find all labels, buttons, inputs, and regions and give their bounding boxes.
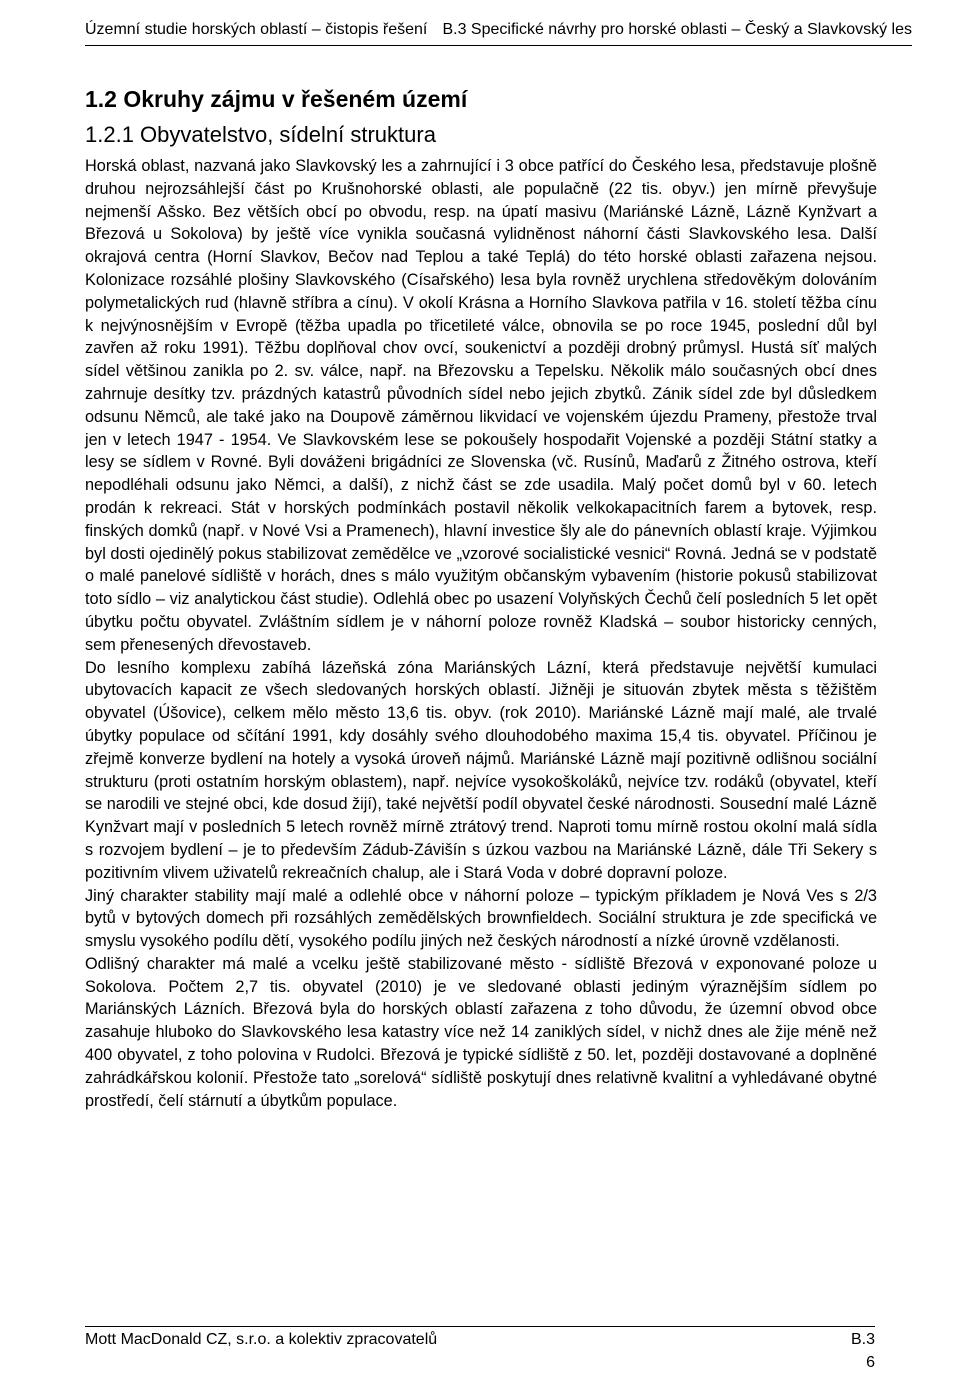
page-footer	[85, 1326, 875, 1373]
page-header	[85, 20, 912, 46]
paragraph-3: Jiný charakter stability mají malé a odlehlé obce v náhorní poloze – typickým příkladem je Nová Ves s 2/3 bytů v bytových domech při rozsáhlých zemědělských brownfieldech. Sociální struktura je zde specifická ve smyslu vysokého podílu dětí, vysokého podílu jiných než českých národností a nízké úrovně vzdělanosti.	[85, 886, 877, 951]
page-number: 6	[866, 1354, 875, 1371]
section-heading: 1.2 Okruhy zájmu v řešeném území	[85, 86, 468, 112]
paragraph-4: Odlišný charakter má malé a vcelku ještě stabilizované město - sídliště Březová v exponované poloze u Sokolova. Počtem 2,7 tis. obyvatel (2010) je ve sledované oblasti jediným výraznějším sídlem po Mariánských Lázních. Březová byla do horských oblastí zařazena z toho důvodu, že územní obvod obce zasahuje hluboko do Slavkovského lesa katastry více než 14 zaniklých sídel, v nichž dnes ale žije méně než 400 obyvatel, z toho polovina v Rudolci. Březová je typické sídliště z 50. let, později dostavované a doplněné zahrádkářskou kolonií. Přestože tato „sorelová“ sídliště poskytují dnes relativně kvalitní a vyhledávané obytné prostředí, čelí stárnutí a úbytkům populace.	[85, 954, 877, 1110]
paragraph-1: Horská oblast, nazvaná jako Slavkovský les a zahrnující i 3 obce patřící do Českého lesa, představuje plošně druhou nejrozsáhlejší část po Krušnohorské oblasti, ale populačně (22 tis. obyv.) jen mírně převyšuje nejmenší Ašsko. Bez větších obcí po obvodu, resp. na úpatí masivu (Mariánské Lázně, Lázně Kynžvart a Březová u Sokolova) by ještě více vynikla současná vylidněnost náhorní části Slavkovského lesa. Další okrajová centra (Horní Slavkov, Bečov nad Teplou a také Teplá) do této horské oblasti zařazena nejsou. Kolonizace rozsáhlé plošiny Slavkovského (Císařského) lesa byla rovněž urychlena středověkým dolováním polymetalických rud (hlavně stříbra a cínu). V okolí Krásna a Horního Slavkova patřila v 16. století těžba cínu k nejvýnosnějším v Evropě (těžba upadla po třicetileté válce, obnovila se po roce 1945, poslední důl byl zavřen až roku 1991). Těžbu doplňoval chov ovcí, soukenictví a později drobný průmysl. Hustá síť malých sídel většinou zanikla po 2. sv. válce, např. na Březovsku a Tepelsku. Několik málo současných obcí dnes zahrnuje desítky tzv. prázdných katastrů původních sídel nebo jejich zbytků. Zánik sídel zde byl důsledkem odsunu Němců, ale také jako na Doupově záměrnou likvidací ve vojenském újezdu Prameny, přestože trval jen v letech 1947 - 1954. Ve Slavkovském lese se pokoušely hospodařit Vojenské a později Státní statky a lesy se sídlem v Rovné. Byli dováženi brigádníci ze Slovenska (vč. Rusínů, Maďarů z Žitného ostrova, kteří nepodléhali odsunu jako Němci, a další), z nichž část se zde usadila. Malý počet domů byl v 60. letech prodán k rekreaci. Stát v horských podmínkách postavil několik velkokapacitních farem a bytovek, resp. finských domků (např. v Nové Vsi a Pramenech), hlavní investice šly ale do pánevních oblastí kraje. Výjimkou byl dosti ojedinělý pokus stabilizovat zemědělce ve „vzorové socialistické vesnici“ Rovná. Jedná se v podstatě o malé panelové sídliště v horách, dnes s málo využitým občanským vybavením (historie pokusů stabilizovat toto sídlo – viz analytickou část studie). Odlehlá obec po usazení Volyňských Čechů čelí posledních 5 let opět úbytku počtu obyvatel. Zvláštním sídlem je v náhorní poloze rovněž Kladská – soubor historicky cenných, sem přenesených dřevostaveb.	[85, 157, 877, 654]
paragraph-2: Do lesního komplexu zabíhá lázeňská zóna Mariánských Lázní, která představuje největší kumulaci ubytovacích kapacit ze všech sledovaných horských oblastí. Jižněji je situován zbytek města s těžištěm obyvatel (Úšovice), celkem mělo město 13,6 tis. obyv. (rok 2010). Mariánské Lázně mají malé, ale trvalé úbytky populace od sčítání 1991, kdy dosáhly svého dlouhodobého maxima 15,4 tis. obyvatel. Příčinou je zřejmě konverze bydlení na hotely a vysoká úroveň nájmů. Mariánské Lázně mají pozitivně odlišnou sociální strukturu (proti ostatním horským oblastem), např. nejvíce vysokoškoláků, nejvíce tzv. rodáků (obyvatel, kteří se narodili ve stejné obci, kde dosud žijí), také největší podíl obyvatel české národnosti. Sousední malé Lázně Kynžvart mají v posledních 5 letech rovněž mírně ztrátový trend. Naproti tomu mírně rostou okolní malá sídla s rozvojem bydlení – je to především Zádub-Závišín s úzkou vazbou na Mariánské Lázně, dále Tři Sekery s pozitivním vlivem uživatelů rekreačních chalup, ale i Stará Voda v dobré dopravní poloze.	[85, 658, 877, 882]
header-right-title: B.3 Specifické návrhy pro horské oblasti – Český a Slavkovský les	[442, 21, 912, 38]
footer-author: Mott MacDonald CZ, s.r.o. a kolektiv zpracovatelů	[85, 1331, 438, 1348]
subsection-heading: 1.2.1 Obyvatelstvo, sídelní struktura	[85, 122, 436, 147]
footer-section-code: B.3	[850, 1331, 875, 1348]
header-left-title: Územní studie horských oblastí – čistopis řešení	[85, 21, 428, 38]
body-text	[85, 155, 877, 1112]
